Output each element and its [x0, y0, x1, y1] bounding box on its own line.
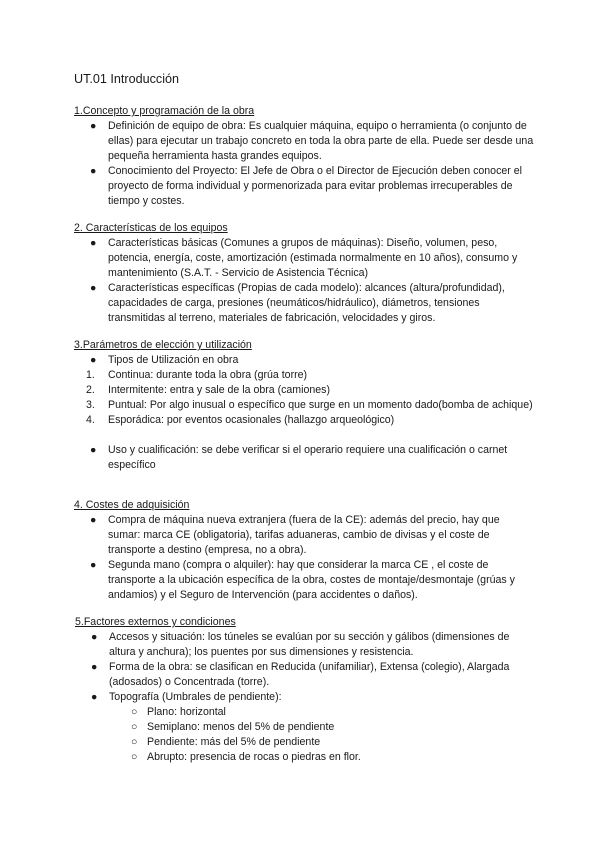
list-item: ● Uso y cualificación: se debe verificar si el operario requiere una cualificación o carnet específico	[90, 444, 508, 471]
bullet-icon: ●	[91, 661, 98, 673]
bullet-list	[74, 119, 534, 209]
bullet-icon: ●	[90, 120, 97, 132]
list-item: ● Compra de máquina nueva extranjera (fuera de la CE): además del precio, hay que sumar: marca CE (obligatoria), tarifas aduaneras, cambio de divisas y el coste de transporte a destino (empresa, no a obra).	[90, 514, 500, 556]
bullet-list	[75, 630, 535, 765]
list-item: ● Definición de equipo de obra: Es cualquier máquina, equipo o herramienta (o conjunto de ellas) para ejecutar un trabajo concreto en toda la obra parte de ella. Puede ser desde una pequeña herramienta hasta grandes equipos.	[90, 120, 534, 162]
sub-list-item: ○ Plano: horizontal	[131, 706, 226, 718]
circle-bullet-icon: ○	[131, 751, 138, 763]
list-item: ● Características básicas (Comunes a grupos de máquinas): Diseño, volumen, peso, potencia, energía, coste, amortización (estimada normalmente en 10 años), consumo y mantenimiento (S.A.T. - Servicio de Asistencia Técnica)	[90, 237, 518, 279]
list-item: ● Conocimiento del Proyecto: El Jefe de Obra o el Director de Ejecución deben conocer el proyecto de forma individual y pormenorizada para evitar problemas irrecuperables de tiempo y costes.	[90, 165, 522, 207]
bullet-list	[74, 513, 534, 603]
bullet-icon: ●	[90, 559, 97, 571]
circle-bullet-icon: ○	[131, 721, 138, 733]
section-heading: 1.Concepto y programación de la obra	[74, 105, 255, 117]
numbered-item: 2. Intermitente: entra y sale de la obra (camiones)	[86, 384, 330, 396]
section-concepto	[74, 104, 534, 209]
section-heading: 2. Características de los equipos	[74, 222, 228, 234]
sub-list-item: ○ Pendiente: más del 5% de pendiente	[131, 736, 321, 748]
bullet-icon: ●	[91, 631, 98, 643]
circle-bullet-icon: ○	[131, 736, 138, 748]
section-costes	[74, 498, 534, 603]
bullet-icon: ●	[91, 691, 98, 703]
bullet-icon: ●	[90, 237, 97, 249]
numbered-item: 3. Puntual: Por algo inusual o específico que surge en un momento dado(bomba de achique)	[86, 399, 533, 411]
list-item: ● Accesos y situación: los túneles se evalúan por su sección y gálibos (dimensiones de altura y anchura); los puentes por sus dimensiones y resistencia.	[91, 631, 510, 658]
section-caracteristicas	[74, 221, 534, 326]
sub-list-item: ○ Semiplano: menos del 5% de pendiente	[131, 721, 335, 733]
bullet-icon: ●	[90, 514, 97, 526]
section-factores	[75, 615, 535, 765]
bullet-list	[74, 353, 534, 368]
bullet-list	[74, 236, 534, 326]
circle-bullet-icon: ○	[131, 706, 138, 718]
sub-list-item: ○ Abrupto: presencia de rocas o piedras en flor.	[131, 751, 361, 763]
numbered-list	[74, 368, 534, 428]
list-item: ● Segunda mano (compra o alquiler): hay que considerar la marca CE , el coste de transporte a la ubicación específica de la obra, costes de montaje/desmontaje (grúas y andamios) y el Seguro de Intervención (para accidentes o daños).	[90, 559, 515, 601]
bullet-list	[74, 443, 534, 473]
numbered-item: 1. Continua: durante toda la obra (grúa torre)	[86, 369, 308, 381]
list-item: ● Características específicas (Propias de cada modelo): alcances (altura/profundidad), capacidades de carga, presiones (neumáticos/hidráulico), diámetros, tensiones transmitidas al terreno, materiales de fabricación, velocidades y giros.	[90, 282, 505, 324]
list-item: ● Tipos de Utilización en obra	[90, 354, 239, 366]
numbered-item: 4. Esporádica: por eventos ocasionales (hallazgo arqueológico)	[86, 414, 395, 426]
list-item: ● Forma de la obra: se clasifican en Reducida (unifamiliar), Extensa (colegio), Alargada (adosados) o Concentrada (torre).	[91, 661, 510, 688]
list-item: ● Topografía (Umbrales de pendiente):	[91, 691, 282, 703]
bullet-icon: ●	[90, 354, 97, 366]
section-heading: 4. Costes de adquisición	[74, 499, 190, 511]
document-title: UT.01 Introducción	[74, 72, 180, 86]
bullet-icon: ●	[90, 165, 97, 177]
bullet-icon: ●	[90, 444, 97, 456]
section-heading: 3.Parámetros de elección y utilización	[74, 339, 252, 351]
section-heading: 5.Factores externos y condiciones	[75, 616, 236, 628]
section-parametros	[74, 338, 534, 473]
bullet-icon: ●	[90, 282, 97, 294]
